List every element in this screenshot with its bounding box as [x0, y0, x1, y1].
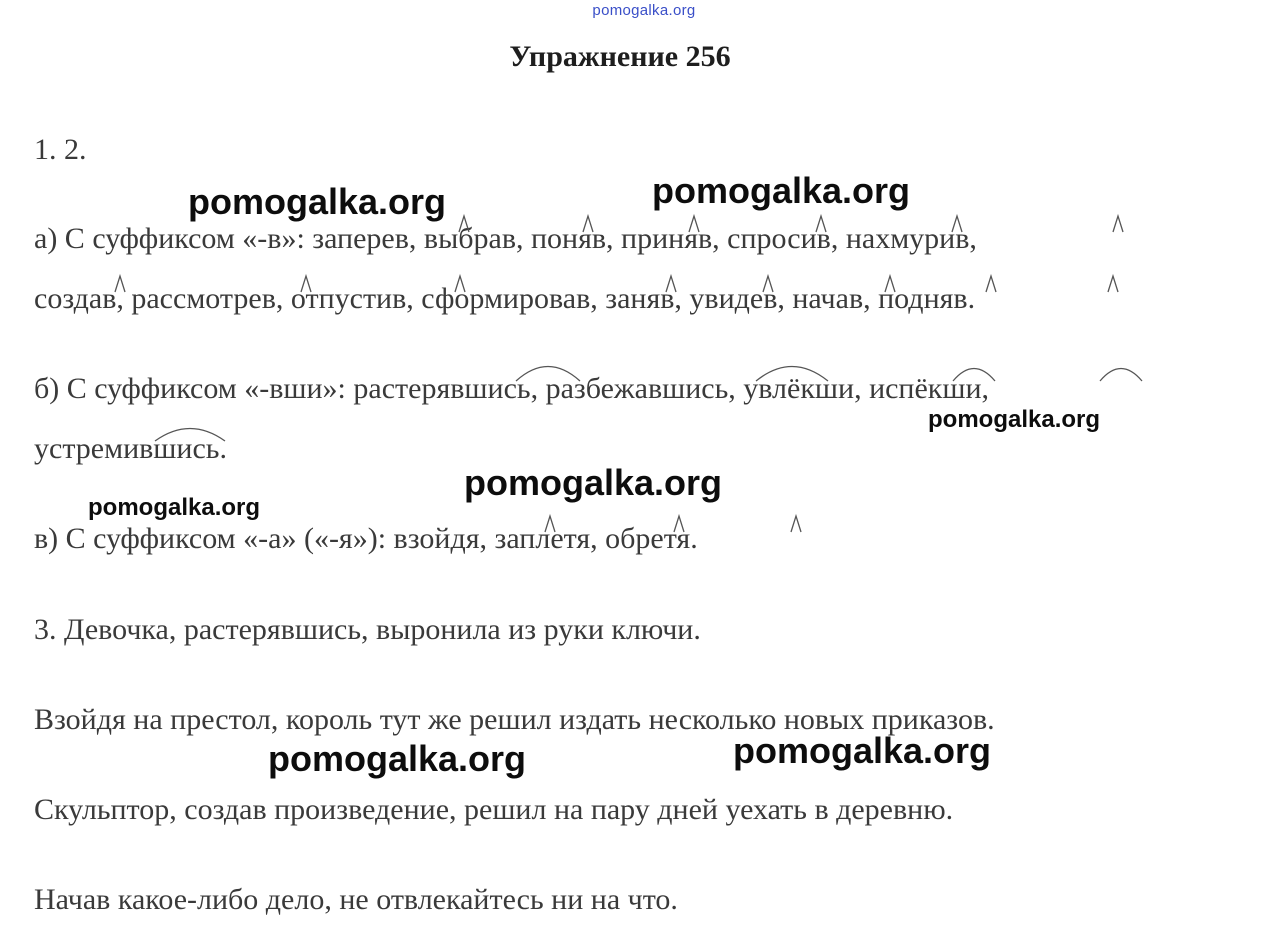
- part-label: 1. 2.: [34, 133, 87, 166]
- watermark: pomogalka.org: [268, 738, 527, 779]
- group-a-line-2: создав, рассмотрев, отпустив, сформировав, заняв, увидев, начав, подняв.: [34, 282, 976, 315]
- group-b-line-1: б) С суффиксом «-вши»: растерявшись, разбежавшись, увлёкши, испёкши,: [34, 372, 990, 405]
- watermark: pomogalka.org: [188, 181, 447, 222]
- watermark: pomogalka.org: [88, 494, 261, 521]
- suffix-mark: [986, 276, 996, 292]
- sentence-2: Взойдя на престол, король тут же решил издать несколько новых приказов.: [34, 703, 995, 736]
- group-a-line-1: а) С суффиксом «-в»: заперев, выбрав, поняв, приняв, спросив, нахмурив,: [34, 222, 977, 255]
- sentence-3: Скульптор, создав произведение, решил на пару дней уехать в деревню.: [34, 793, 954, 826]
- site-watermark-top: pomogalka.org: [592, 2, 696, 19]
- page-title: Упражнение 256: [509, 40, 731, 73]
- suffix-mark: [1100, 369, 1142, 382]
- watermark: pomogalka.org: [652, 170, 911, 211]
- watermark: pomogalka.org: [464, 462, 723, 503]
- sentence-4: Начав какое-либо дело, не отвлекайтесь ни на что.: [34, 883, 678, 916]
- suffix-mark: [1113, 216, 1123, 232]
- sentence-1: 3. Девочка, растерявшись, выронила из руки ключи.: [34, 613, 701, 646]
- group-c-line-1: в) С суффиксом «-а» («-я»): взойдя, заплетя, обретя.: [34, 522, 698, 555]
- suffix-mark: [791, 516, 801, 532]
- watermark: pomogalka.org: [733, 730, 992, 771]
- suffix-mark: [1108, 276, 1118, 292]
- group-b-line-2: устремившись.: [34, 432, 227, 465]
- watermark: pomogalka.org: [928, 406, 1101, 433]
